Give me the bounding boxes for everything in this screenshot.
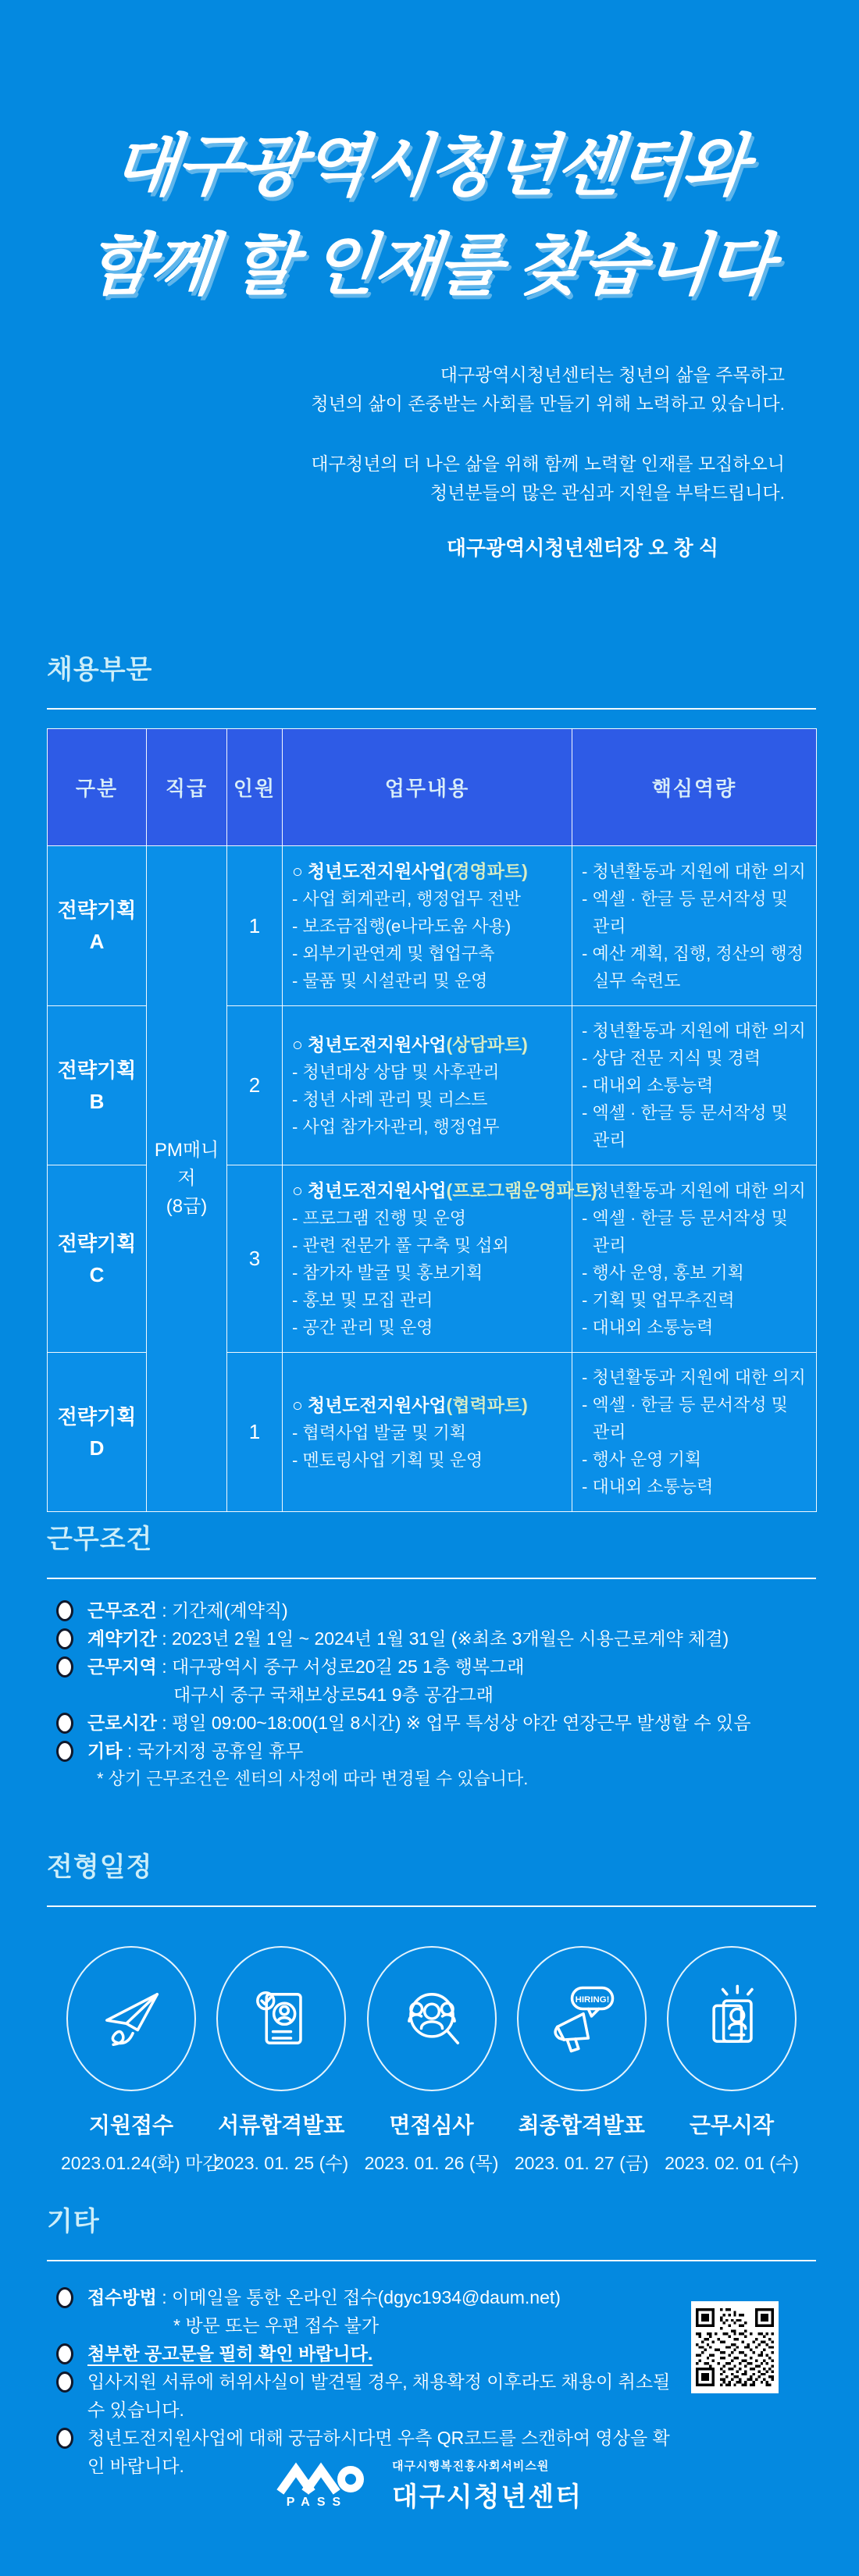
qr-code bbox=[691, 2301, 779, 2393]
list-line: - 청년활동과 지원에 대한 의지 bbox=[582, 1021, 806, 1041]
others-heading: 기타 bbox=[47, 2207, 100, 2236]
list-item: 첨부한 공고문을 필히 확인 바랍니다. bbox=[87, 2339, 672, 2368]
table-row bbox=[48, 846, 817, 1006]
list-line: - 사업 회계관리, 행정업무 전반 bbox=[292, 889, 521, 909]
pass-logo-icon bbox=[276, 2460, 378, 2510]
schedule-heading: 전형일정 bbox=[47, 1852, 153, 1882]
title-line-2: 함께 할 인재를 찾습니다 bbox=[83, 228, 776, 303]
list-line: - 물품 및 시설관리 및 운영 bbox=[292, 971, 488, 991]
list-line: - 상담 전문 지식 및 경력 bbox=[582, 1048, 761, 1068]
conditions-heading: 근무조건 bbox=[47, 1525, 153, 1554]
resume-check-icon bbox=[241, 1978, 322, 2059]
list-line: - 멘토링사업 기획 및 운영 bbox=[292, 1450, 483, 1470]
list-line: - 예산 계획, 집행, 정산의 행정실무 숙련도 bbox=[582, 943, 804, 991]
schedule-steps bbox=[47, 1946, 816, 2175]
ring-bullet-icon bbox=[56, 2428, 73, 2449]
row-a-category: 전략기획 A bbox=[48, 846, 147, 1006]
list-line: - 홍보 및 모집 관리 bbox=[292, 1290, 433, 1310]
ring-bullet-icon bbox=[56, 2287, 73, 2308]
list-line: - 대내외 소통능력 bbox=[582, 1477, 714, 1496]
row-b-duties: ○ 청년도전지원사업(상담파트) - 청년대상 상담 및 사후관리 - 청년 사례 관리 및 리스트 - 사업 참가자관리, 행정업무 bbox=[283, 1006, 572, 1165]
row-c-skills bbox=[572, 1165, 817, 1353]
circle-marker: ○ bbox=[292, 1394, 303, 1415]
list-item: 근무조건 : 기간제(계약직) bbox=[87, 1596, 816, 1624]
step-start-work: 근무시작 2023. 02. 01 (수) bbox=[661, 1946, 802, 2175]
circle-marker: ○ bbox=[292, 861, 303, 881]
list-line: - 행사 운영, 홍보 기획 bbox=[582, 1262, 744, 1283]
ring-bullet-icon bbox=[56, 1741, 73, 1762]
list-line: - 참가자 발굴 및 홍보기획 bbox=[292, 1263, 483, 1283]
list-line: - 청년활동과 지원에 대한 의지 bbox=[582, 1180, 806, 1201]
col-header-category: 구분 bbox=[48, 729, 147, 846]
step-apply: 지원접수 2023.01.24(화) 마감 bbox=[61, 1946, 201, 2175]
list-line: - 행사 운영 기획 bbox=[582, 1450, 702, 1469]
step-document-pass: 서류합격발표 2023. 01. 25 (수) bbox=[211, 1946, 351, 2175]
row-a-duties: ○ 청년도전지원사업(경영파트) - 사업 회계관리, 행정업무 전반 - 보조금집행(e나라도움 사용) - 외부기관연계 및 협업구축 - 물품 및 시설관리 및 운영 bbox=[283, 846, 572, 1006]
row-c-category: 전략기획 C bbox=[48, 1165, 147, 1353]
col-header-duties: 업무내용 bbox=[283, 729, 572, 846]
org-name-large: 대구시청년센터 bbox=[392, 2482, 583, 2512]
recruit-heading: 채용부문 bbox=[47, 655, 153, 685]
col-header-skills: 핵심역량 bbox=[572, 729, 817, 846]
row-b-category: 전략기획 B bbox=[48, 1006, 147, 1165]
list-item: 청년도전지원사업에 대해 궁금하시다면 우측 QR코드를 스캔하여 영상을 확인 바랍니다. bbox=[87, 2424, 672, 2480]
conditions-divider bbox=[47, 1578, 816, 1579]
row-c-duties: ○ 청년도전지원사업(프로그램운영파트) - 프로그램 진행 및 운영 - 관련 전문가 풀 구축 및 섭외 - 참가자 발굴 및 홍보기획 - 홍보 및 모집 관리 - 공간 관리 및 운영 bbox=[283, 1165, 572, 1353]
list-item: 계약기간 : 2023년 2월 1일 ~ 2024년 1월 31일 (※최초 3개월은 시용근로계약 체결) bbox=[87, 1624, 816, 1653]
schedule-section bbox=[47, 1845, 816, 2175]
list-item: 근로시간 : 평일 09:00~18:00(1일 8시간) ※ 업무 특성상 야간 연장근무 발생할 수 있음 bbox=[87, 1709, 816, 1737]
people-search-icon bbox=[391, 1978, 472, 2059]
intro-paragraph-1 bbox=[191, 361, 785, 418]
recruit-table bbox=[47, 728, 817, 1512]
list-line: - 엑셀 · 한글 등 문서작성 및 관리 bbox=[582, 1395, 788, 1442]
schedule-divider bbox=[47, 1905, 816, 1907]
poster-title bbox=[0, 117, 859, 315]
intro-block bbox=[191, 361, 785, 561]
list-line: - 프로그램 진행 및 운영 bbox=[292, 1208, 467, 1228]
ring-bullet-icon bbox=[56, 1600, 73, 1621]
row-a-skills bbox=[572, 846, 817, 1006]
ring-bullet-icon bbox=[56, 1713, 73, 1734]
intro-1-line-2: 청년의 삶이 존중받는 사회를 만들기 위해 노력하고 있습니다. bbox=[311, 393, 785, 414]
table-header-row bbox=[48, 729, 817, 846]
step-interview: 면접심사 2023. 01. 26 (목) bbox=[362, 1946, 502, 2175]
intro-2-line-2: 청년분들의 많은 관심과 지원을 부탁드립니다. bbox=[430, 482, 785, 503]
row-d-category: 전략기획 D bbox=[48, 1353, 147, 1512]
hiring-bubble-text: HIRING! bbox=[575, 1995, 610, 2005]
conditions-section bbox=[47, 1517, 816, 1793]
list-line: - 엑셀 · 한글 등 문서작성 및 관리 bbox=[582, 888, 788, 936]
row-d-skills bbox=[572, 1353, 817, 1512]
title-line-1: 대구광역시청년센터와 bbox=[109, 129, 750, 204]
list-line: - 관련 전문가 풀 구축 및 섭외 bbox=[292, 1236, 509, 1255]
list-item: 입사지원 서류에 허위사실이 발견될 경우, 채용확정 이후라도 채용이 취소될 수 있습니다. bbox=[87, 2368, 672, 2424]
intro-1-line-1: 대구광역시청년센터는 청년의 삶을 주목하고 bbox=[440, 365, 785, 385]
conditions-list bbox=[47, 1596, 816, 1793]
org-name-small: 대구시행복진흥사회서비스원 bbox=[392, 2460, 550, 2473]
circle-marker: ○ bbox=[292, 1034, 303, 1055]
row-a-count: 1 bbox=[227, 846, 283, 1006]
list-line: - 대내외 소통능력 bbox=[582, 1076, 714, 1095]
col-header-grade: 직급 bbox=[147, 729, 227, 846]
ring-bullet-icon bbox=[56, 1628, 73, 1649]
intro-2-line-1: 대구청년의 더 나은 삶을 위해 함께 노력할 인재를 모집하오니 bbox=[311, 454, 785, 474]
others-list bbox=[47, 2283, 672, 2480]
others-divider bbox=[47, 2260, 816, 2261]
ring-bullet-icon bbox=[56, 1656, 73, 1678]
row-b-skills bbox=[572, 1006, 817, 1165]
hiring-megaphone-icon bbox=[541, 1978, 622, 2059]
list-line: - 사업 참가자관리, 행정업무 bbox=[292, 1117, 500, 1137]
list-line: - 청년 사례 관리 및 리스트 bbox=[292, 1090, 488, 1109]
list-line: - 청년활동과 지원에 대한 의지 bbox=[582, 861, 806, 881]
footer-org-names bbox=[392, 2457, 583, 2514]
conditions-note: * 상기 근무조건은 센터의 사정에 따라 변경될 수 있습니다. bbox=[97, 1769, 529, 1788]
list-line: - 공간 관리 및 운영 bbox=[292, 1318, 433, 1337]
list-line: - 엑셀 · 한글 등 문서작성 및 관리 bbox=[582, 1208, 788, 1255]
recruit-section bbox=[47, 648, 816, 1512]
ring-bullet-icon bbox=[56, 2371, 73, 2393]
paper-plane-icon bbox=[91, 1978, 172, 2059]
pass-logo-text: PASS bbox=[286, 2496, 348, 2509]
list-line: - 기획 및 업무추진력 bbox=[582, 1290, 735, 1310]
recruit-divider bbox=[47, 708, 816, 710]
list-line: - 엑셀 · 한글 등 문서작성 및 관리 bbox=[582, 1103, 788, 1150]
list-item: 기타 : 국가지정 공휴일 휴무 bbox=[87, 1737, 816, 1765]
row-c-count: 3 bbox=[227, 1165, 283, 1353]
grade-cell: PM매니저 (8급) bbox=[147, 846, 227, 1512]
row-d-count: 1 bbox=[227, 1353, 283, 1512]
list-item: 근무지역 : 대구광역시 중구 서성로20길 25 1층 행복그래 bbox=[87, 1653, 816, 1681]
list-line: - 청년대상 상담 및 사후관리 bbox=[292, 1062, 500, 1082]
row-d-duties: ○ 청년도전지원사업(협력파트) - 협력사업 발굴 및 기획 - 멘토링사업 기획 및 운영 bbox=[283, 1353, 572, 1512]
list-line: - 협력사업 발굴 및 기획 bbox=[292, 1422, 467, 1443]
circle-marker: ○ bbox=[292, 1180, 303, 1201]
list-line: - 대내외 소통능력 bbox=[582, 1317, 714, 1337]
id-badge-icon bbox=[691, 1978, 772, 2059]
apply-subnote: * 방문 또는 우편 접수 불가 bbox=[173, 2315, 380, 2336]
director-signature: 대구광역시청년센터장 오 창 식 bbox=[446, 536, 718, 560]
list-line: - 청년활동과 지원에 대한 의지 bbox=[582, 1368, 806, 1387]
intro-paragraph-2 bbox=[191, 450, 785, 507]
row-b-count: 2 bbox=[227, 1006, 283, 1165]
footer-logo bbox=[0, 2457, 859, 2514]
list-line: - 보조금집행(e나라도움 사용) bbox=[292, 916, 511, 936]
col-header-count: 인원 bbox=[227, 729, 283, 846]
list-line: - 외부기관연계 및 협업구축 bbox=[292, 944, 495, 963]
step-final-pass: HIRING! 최종합격발표 2023. 01. 27 (금) bbox=[511, 1946, 652, 2175]
list-item: 접수방법 : 이메일을 통한 온라인 접수(dgyc1934@daum.net) bbox=[87, 2283, 672, 2311]
workplace-second-line: 대구시 중구 국채보상로541 9층 공감그래 bbox=[173, 1685, 494, 1705]
ring-bullet-icon bbox=[56, 2343, 73, 2364]
